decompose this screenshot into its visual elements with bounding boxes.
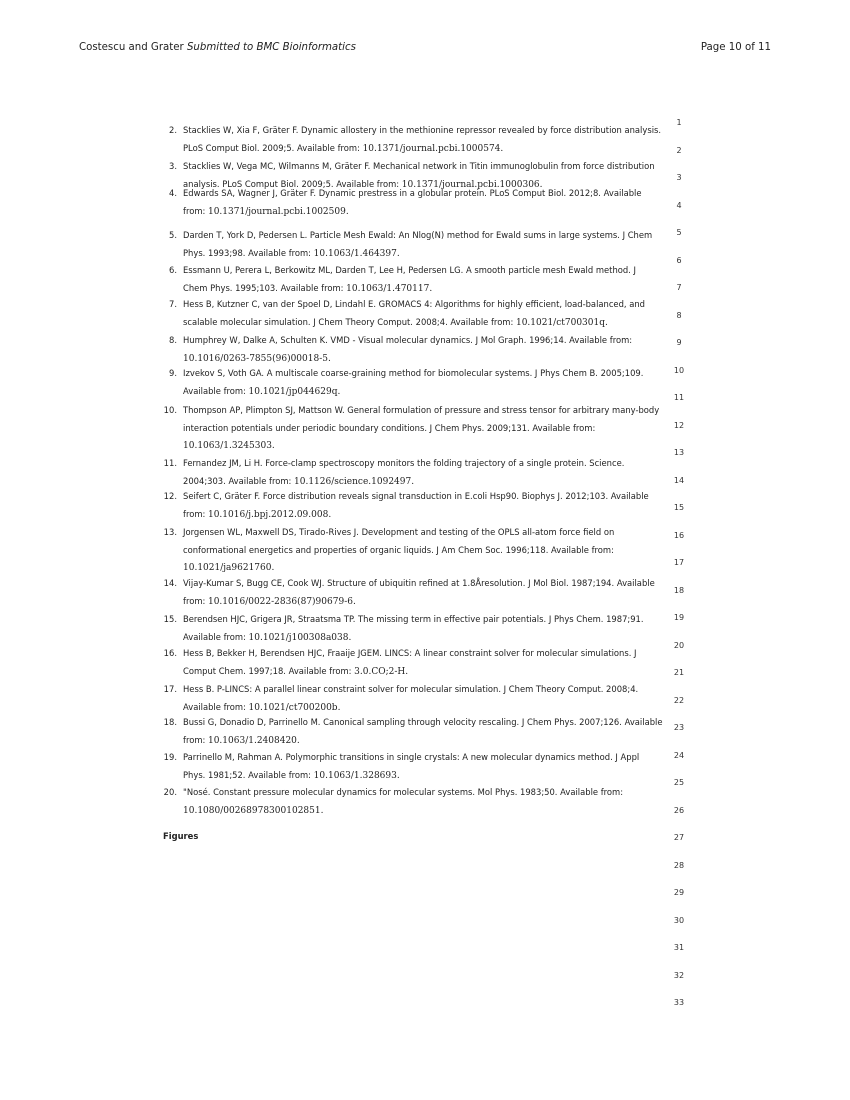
line-number: 13 <box>673 448 685 457</box>
citation-text: Berendsen HJC, Grigera JR, Straatsma TP. The missing term in effective pair potentials. J Phys Chem. 1987;91. Available from: <box>183 614 644 642</box>
reference-text <box>183 296 663 332</box>
line-number: 28 <box>673 860 685 870</box>
citation-text: Seifert C, Gräter F. Force distribution reveals signal transduction in E.coli Hsp90. Biophys J. 2012;103. Available from: <box>183 491 649 519</box>
reference-item <box>163 784 663 820</box>
doi-link[interactable]: 10.1371/journal.pcbi.1002509. <box>207 206 349 217</box>
reference-text <box>183 611 663 647</box>
line-number: 15 <box>673 503 685 512</box>
reference-number: 18. <box>163 717 177 727</box>
doi-link[interactable]: 10.1371/journal.pcbi.1000306. <box>401 179 543 190</box>
line-number: 18 <box>673 585 685 595</box>
reference-number: 11. <box>163 458 177 468</box>
citation-text: Humphrey W, Dalke A, Schulten K. VMD - Visual molecular dynamics. J Mol Graph. 1996;14. Available from: <box>183 335 633 345</box>
reference-text <box>183 185 663 221</box>
reference-text <box>183 681 663 717</box>
line-number: 29 <box>673 888 685 897</box>
doi-link[interactable]: 10.1126/science.1092497. <box>294 476 415 487</box>
reference-item <box>163 645 663 681</box>
line-number: 2 <box>676 145 682 155</box>
reference-text <box>183 365 663 401</box>
doi-link[interactable]: 10.1021/j100308a038. <box>248 632 352 643</box>
line-number: 11 <box>673 393 685 402</box>
line-number: 23 <box>673 723 685 732</box>
reference-item <box>163 262 663 298</box>
reference-text <box>183 122 663 158</box>
line-number: 26 <box>673 805 685 815</box>
doi-link[interactable]: 10.1080/00268978300102851. <box>183 805 324 816</box>
reference-number: 7. <box>169 299 177 309</box>
citation-text: Hess B, Kutzner C, van der Spoel D, Lindahl E. GROMACS 4: Algorithms for highly efficient, load-balanced, and scalable molecular simulation. J Chem Theory Comput. 2008;4. Available from: <box>183 299 645 327</box>
reference-number: 12. <box>163 491 177 501</box>
doi-link[interactable]: 3.0.CO;2-H. <box>354 666 409 677</box>
doi-link[interactable]: 10.1021/ct700200b. <box>248 702 341 713</box>
line-number: 10 <box>673 365 685 375</box>
citation-text: Hess B, Bekker H, Berendsen HJC, Fraaije JGEM. LINCS: A linear constraint solver for molecular simulations. J Comput Chem. 1997;18. Available from: <box>183 648 637 676</box>
reference-item <box>163 365 663 401</box>
doi-link[interactable]: 10.1021/ja9621760. <box>183 563 275 574</box>
citation-text: Fernandez JM, Li H. Force-clamp spectroscopy monitors the folding trajectory of a single protein. Science. 2004;303. Available from: <box>183 458 625 486</box>
reference-number: 10. <box>163 405 177 415</box>
line-number: 16 <box>673 530 685 540</box>
doi-link[interactable]: 10.1063/1.328693. <box>313 770 400 781</box>
line-number: 6 <box>676 255 682 265</box>
journal-name: Submitted to BMC Bioinformatics <box>186 42 356 53</box>
citation-text: Vijay-Kumar S, Bugg CE, Cook WJ. Structure of ubiquitin refined at 1.8Åresolution. J Mol Biol. 1987;194. Available from: <box>183 578 655 606</box>
citation-text: Essmann U, Perera L, Berkowitz ML, Darden T, Lee H, Pedersen LG. A smooth particle mesh Ewald method. J Chem Phys. 1995;103. Available from: <box>183 265 637 293</box>
doi-link[interactable]: 10.1016/j.bpj.2012.09.008. <box>207 509 332 520</box>
reference-item <box>163 227 663 263</box>
reference-number: 17. <box>163 684 177 694</box>
reference-item <box>163 185 663 221</box>
line-number: 21 <box>673 668 685 677</box>
reference-number: 15. <box>163 614 177 624</box>
reference-text <box>183 524 663 578</box>
reference-number: 13. <box>163 527 177 537</box>
reference-text <box>183 784 663 820</box>
line-number: 33 <box>673 998 685 1007</box>
figures-heading: Figures <box>163 831 199 841</box>
authors: Costescu and Grater <box>79 42 184 53</box>
line-number: 30 <box>673 915 685 925</box>
reference-item <box>163 681 663 717</box>
line-number: 7 <box>676 283 682 292</box>
reference-number: 16. <box>163 648 177 658</box>
citation-text: Thompson AP, Plimpton SJ, Mattson W. General formulation of pressure and stress tensor for arbitrary many-body interaction potentials under periodic boundary conditions. J Chem Phys. 2009;131. Available from: <box>183 405 660 433</box>
reference-item <box>163 455 663 491</box>
reference-text <box>183 749 663 785</box>
reference-item <box>163 488 663 524</box>
reference-item <box>163 524 663 578</box>
line-number: 24 <box>673 750 685 760</box>
line-number: 19 <box>673 613 685 622</box>
reference-text <box>183 262 663 298</box>
reference-item <box>163 714 663 750</box>
line-number: 25 <box>673 778 685 787</box>
reference-item <box>163 749 663 785</box>
reference-text <box>183 227 663 263</box>
citation-text: Bussi G, Donadio D, Parrinello M. Canonical sampling through velocity rescaling. J Chem Phys. 2007;126. Available from: <box>183 717 663 745</box>
reference-number: 8. <box>169 335 177 345</box>
doi-link[interactable]: 10.1063/1.470117. <box>346 283 433 294</box>
line-number: 14 <box>673 475 685 485</box>
citation-text: Hess B. P-LINCS: A parallel linear constraint solver for molecular simulation. J Chem Theory Comput. 2008;4. Available from: <box>183 684 639 712</box>
reference-number: 9. <box>169 368 177 378</box>
reference-text <box>183 488 663 524</box>
line-number: 27 <box>673 833 685 842</box>
line-number: 12 <box>673 420 685 430</box>
reference-number: 2. <box>169 125 177 135</box>
reference-number: 4. <box>169 188 177 198</box>
doi-link[interactable]: 10.1021/ct700301q. <box>515 317 608 328</box>
doi-link[interactable]: 10.1016/0022-2836(87)90679-6. <box>207 596 356 607</box>
reference-number: 6. <box>169 265 177 275</box>
reference-item <box>163 402 663 456</box>
line-number: 22 <box>673 695 685 705</box>
reference-text <box>183 455 663 491</box>
citation-text: Stacklies W, Vega MC, Wilmanns M, Gräter F. Mechanical network in Titin immunoglobulin from force distribution analysis. PLoS Comput Biol. 2009;5. Available from: <box>183 161 655 189</box>
line-number: 8 <box>676 310 682 320</box>
reference-number: 19. <box>163 752 177 762</box>
reference-number: 5. <box>169 230 177 240</box>
line-number: 1 <box>676 118 682 127</box>
line-number: 31 <box>673 943 685 952</box>
citation-text: Edwards SA, Wagner J, Gräter F. Dynamic prestress in a globular protein. PLoS Comput Biol. 2012;8. Available from: <box>183 188 642 216</box>
citation-text: "Nosé. Constant pressure molecular dynamics for molecular systems. Mol Phys. 1983;50. Available from: <box>183 787 624 797</box>
reference-item <box>163 122 663 158</box>
reference-number: 20. <box>163 787 177 797</box>
doi-link[interactable]: 10.1063/1.464397. <box>313 248 400 259</box>
reference-item <box>163 575 663 611</box>
reference-text <box>183 402 663 456</box>
reference-number: 14. <box>163 578 177 588</box>
doi-link[interactable]: 10.1063/1.3245303. <box>183 441 275 452</box>
line-number: 32 <box>673 970 685 980</box>
citation-text: Parrinello M, Rahman A. Polymorphic transitions in single crystals: A new molecular dynamics method. J Appl Phys. 1981;52. Available from: <box>183 752 640 780</box>
line-number: 17 <box>673 558 685 567</box>
line-number: 9 <box>676 338 682 347</box>
reference-text <box>183 714 663 750</box>
line-number: 3 <box>676 173 682 182</box>
line-number: 20 <box>673 640 685 650</box>
doi-link[interactable]: 10.1016/0263-7855(96)00018-5. <box>183 353 331 364</box>
page-number: Page 10 of 11 <box>700 42 771 53</box>
citation-text: Darden T, York D, Pedersen L. Particle Mesh Ewald: An Nlog(N) method for Ewald sums in large systems. J Chem Phys. 1993;98. Available from: <box>183 230 653 258</box>
doi-link[interactable]: 10.1021/jp044629q. <box>248 386 341 397</box>
reference-item <box>163 332 663 368</box>
reference-number: 3. <box>169 161 177 171</box>
reference-text <box>183 645 663 681</box>
doi-link[interactable]: 10.1371/journal.pcbi.1000574. <box>362 143 504 154</box>
reference-item <box>163 611 663 647</box>
page-header <box>79 42 771 58</box>
doi-link[interactable]: 10.1063/1.2408420. <box>207 735 300 746</box>
line-number: 4 <box>676 200 682 210</box>
citation-text: Stacklies W, Xia F, Gräter F. Dynamic allostery in the methionine repressor revealed by force distribution analysis. PLoS Comput Biol. 2009;5. Available from: <box>183 125 662 153</box>
reference-text <box>183 575 663 611</box>
line-number: 5 <box>676 228 682 237</box>
reference-item <box>163 296 663 332</box>
citation-text: Izvekov S, Voth GA. A multiscale coarse-graining method for biomolecular systems. J Phys Chem B. 2005;109. Available from: <box>183 368 644 396</box>
reference-text <box>183 332 663 368</box>
citation-text: Jorgensen WL, Maxwell DS, Tirado-Rives J. Development and testing of the OPLS all-atom force field on conformational energetics and properties of organic liquids. J Am Chem Soc. 1996;118. Available from: <box>183 527 615 555</box>
running-head <box>79 42 356 53</box>
